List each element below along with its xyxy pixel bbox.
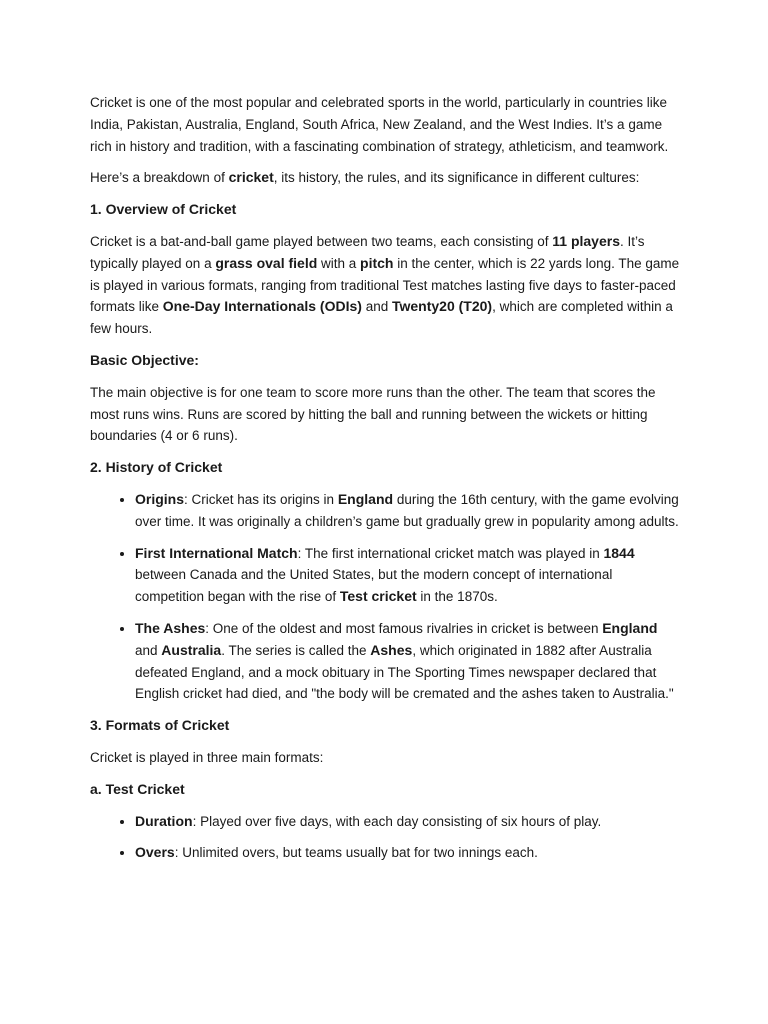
- list-item-first-match: [135, 543, 680, 608]
- bold-text: pitch: [360, 254, 394, 271]
- test-cricket-list: [90, 811, 680, 865]
- text-run: with a: [317, 255, 361, 271]
- section-heading-history: 2. History of Cricket: [90, 459, 223, 476]
- text-run: : One of the oldest and most famous rivalries in cricket is between: [205, 620, 603, 636]
- intro-paragraph: Cricket is one of the most popular and celebrated sports in the world, particularly in countries like India, Pakistan, Australia, England, South Africa, New Zealand, and the West Indies. It’s a game rich in history and tradition, with a fascinating combination of strategy, athleticism, and teamwork.: [90, 95, 669, 154]
- text-run: . It’s typically played on a: [90, 233, 645, 271]
- bold-text: Australia: [161, 641, 222, 658]
- list-item-ashes: [135, 618, 680, 705]
- subheading-test-cricket: a. Test Cricket: [90, 780, 185, 797]
- overview-paragraph: [90, 231, 680, 340]
- section-heading-formats: 3. Formats of Cricket: [90, 717, 230, 734]
- bold-text: First International Match: [135, 544, 298, 561]
- list-item-origins: [135, 489, 680, 533]
- bold-text: Duration: [135, 812, 193, 829]
- text-run: , which originated in 1882 after Australia defeated England, and a mock obituary in The Sporting Times newspaper declared that English cricket had died, and "the body will be cremated and the ashes taken to Australia.": [135, 642, 674, 702]
- document-page: [90, 92, 680, 874]
- bold-text: Overs: [135, 844, 175, 861]
- bold-text: grass oval field: [215, 254, 318, 271]
- breakdown-paragraph: [90, 167, 680, 189]
- text-run: : Played over five days, with each day consisting of six hours of play.: [192, 813, 602, 829]
- section-heading-overview: 1. Overview of Cricket: [90, 201, 237, 218]
- text-run: in the center, which is 22 yards long. The game is played in various formats, ranging from traditional Test matches lasting five days to faster-paced formats like: [90, 255, 680, 315]
- text-run: . The series is called the: [221, 642, 371, 658]
- bold-text: 11 players: [552, 232, 620, 249]
- objective-paragraph: The main objective is for one team to score more runs than the other. The team that scores the most runs wins. Runs are scored by hitting the ball and running between the wickets or hitting boundaries (4 or 6 runs).: [90, 384, 656, 444]
- text-run: and: [135, 642, 162, 658]
- text-run: in the 1870s.: [416, 589, 498, 605]
- text-run: between Canada and the United States, but the modern concept of international competition began with the rise of: [135, 567, 613, 605]
- bold-text: The Ashes: [135, 619, 206, 636]
- bold-text: England: [602, 619, 658, 636]
- bold-text: Twenty20 (T20): [391, 298, 493, 315]
- bold-text: One-Day Internationals (ODIs): [162, 298, 362, 315]
- text-run: : Cricket has its origins in: [184, 491, 338, 507]
- text-run: : Unlimited overs, but teams usually bat for two innings each.: [174, 845, 538, 861]
- list-item-duration: [135, 811, 680, 833]
- list-item-overs: [135, 842, 680, 864]
- bold-text: Origins: [135, 490, 185, 507]
- text-run: during the 16th century, with the game evolving over time. It was originally a children’s game but gradually grew in popularity among adults.: [135, 491, 679, 529]
- text-run: , its history, the rules, and its significance in different cultures:: [273, 170, 640, 186]
- text-run: , which are completed within a few hours.: [90, 299, 673, 337]
- text-run: Here’s a breakdown of: [90, 170, 229, 186]
- bold-text: Test cricket: [339, 588, 417, 605]
- text-run: and: [361, 299, 392, 315]
- bold-text: cricket: [228, 169, 274, 186]
- formats-intro: Cricket is played in three main formats:: [90, 749, 324, 765]
- history-list: [90, 489, 680, 705]
- bold-text: Ashes: [370, 641, 413, 658]
- bold-text: 1844: [603, 544, 635, 561]
- subheading-basic-objective: Basic Objective:: [90, 351, 199, 368]
- bold-text: England: [337, 490, 394, 507]
- text-run: Cricket is a bat-and-ball game played between two teams, each consisting of: [90, 233, 553, 249]
- text-run: : The first international cricket match was played in: [297, 545, 604, 561]
